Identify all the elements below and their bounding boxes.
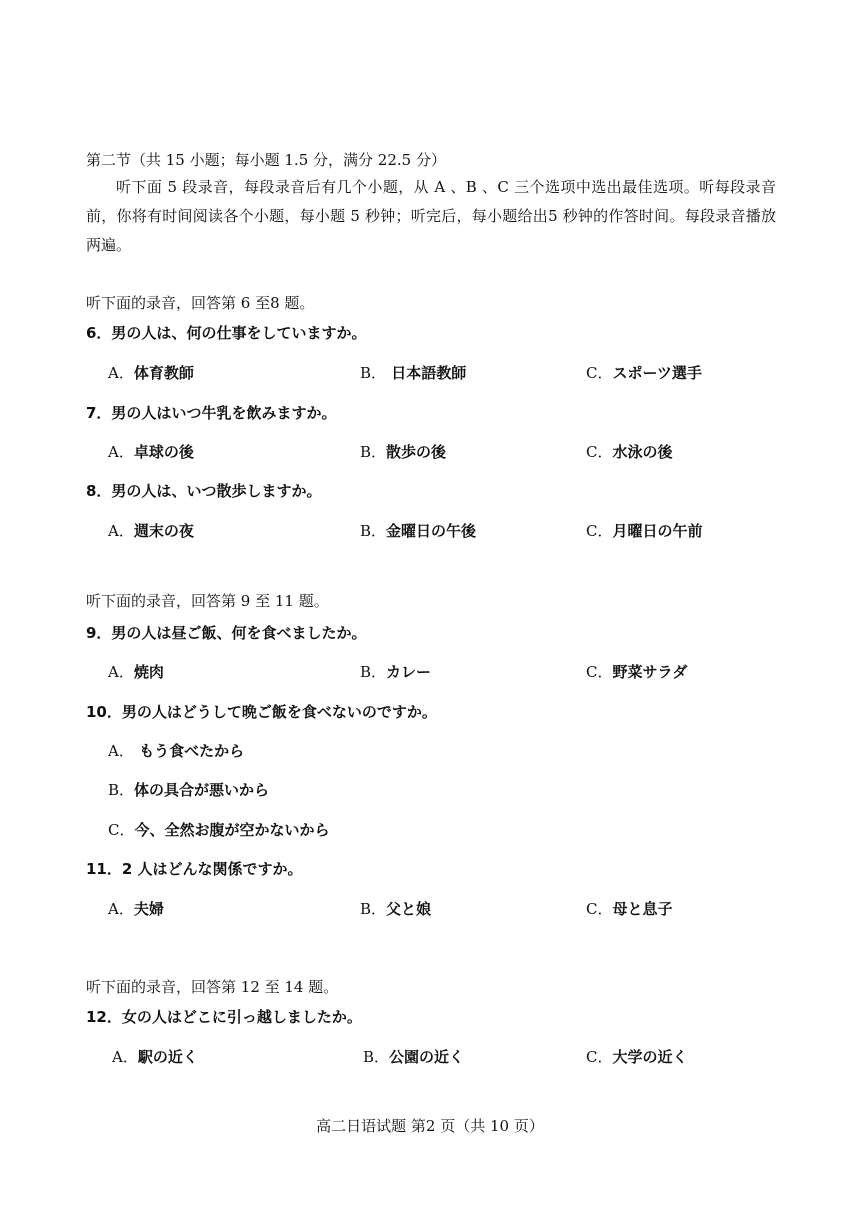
question-stem: 7．男の人はいつ牛乳を飲みますか。 [86,404,337,422]
option-c: C．水泳の後 [586,443,673,461]
question-stem: 12．女の人はどこに引っ越しましたか。 [86,1008,362,1026]
option-c: C．母と息子 [586,900,673,918]
option-a: A． もう食べたから [108,742,245,760]
group-intro: 听下面的录音，回答第 6 至8 题。 [86,294,315,312]
group-intro: 听下面的录音，回答第 12 至 14 题。 [86,978,339,996]
option-c: C．今、全然お腹が空かないから [108,821,330,839]
option-c: C．スポーツ選手 [586,364,702,382]
option-a: A．焼肉 [108,663,164,681]
option-b: B．カレー [360,663,432,681]
group-intro: 听下面的录音，回答第 9 至 11 题。 [86,592,329,610]
option-b: B．散歩の後 [360,443,447,461]
question-stem: 9．男の人は昼ご飯、何を食べましたか。 [86,624,367,642]
option-b: B．父と娘 [360,900,432,918]
question-stem: 6．男の人は、何の仕事をしていますか。 [86,324,367,342]
option-c: C．月曜日の午前 [586,522,703,540]
section-header: 第二节（共 15 小题；每小题 1.5 分，满分 22.5 分） [86,151,446,169]
option-c: C．野菜サラダ [586,663,688,681]
option-b: B．金曜日の午後 [360,522,477,540]
question-stem: 10．男の人はどうして晩ご飯を食べないのですか。 [86,703,437,721]
question-stem: 11．2 人はどんな関係ですか。 [86,860,303,878]
section-instructions: 听下面 5 段录音，每段录音后有几个小题，从 A 、B 、C 三个选项中选出最佳选项。听每段录音前，你将有时间阅读各个小题，每小题 5 秒钟；听完后，每小题给出5 秒钟的作答时间。每段录音播放两遍。 [86,178,776,254]
option-a: A．週末の夜 [108,522,194,540]
option-a: A．卓球の後 [108,443,194,461]
option-a: A．駅の近く [112,1048,198,1066]
question-stem: 8．男の人は、いつ散歩しますか。 [86,482,322,500]
option-a: A．夫婦 [108,900,164,918]
option-b: B． 日本語教師 [360,364,467,382]
option-c: C．大学の近く [586,1048,688,1066]
option-b: B．公園の近く [363,1048,465,1066]
option-a: A．体育教師 [108,364,194,382]
page-footer: 高二日语试题 第2 页（共 10 页） [316,1117,544,1135]
option-b: B．体の具合が悪いから [108,781,270,799]
